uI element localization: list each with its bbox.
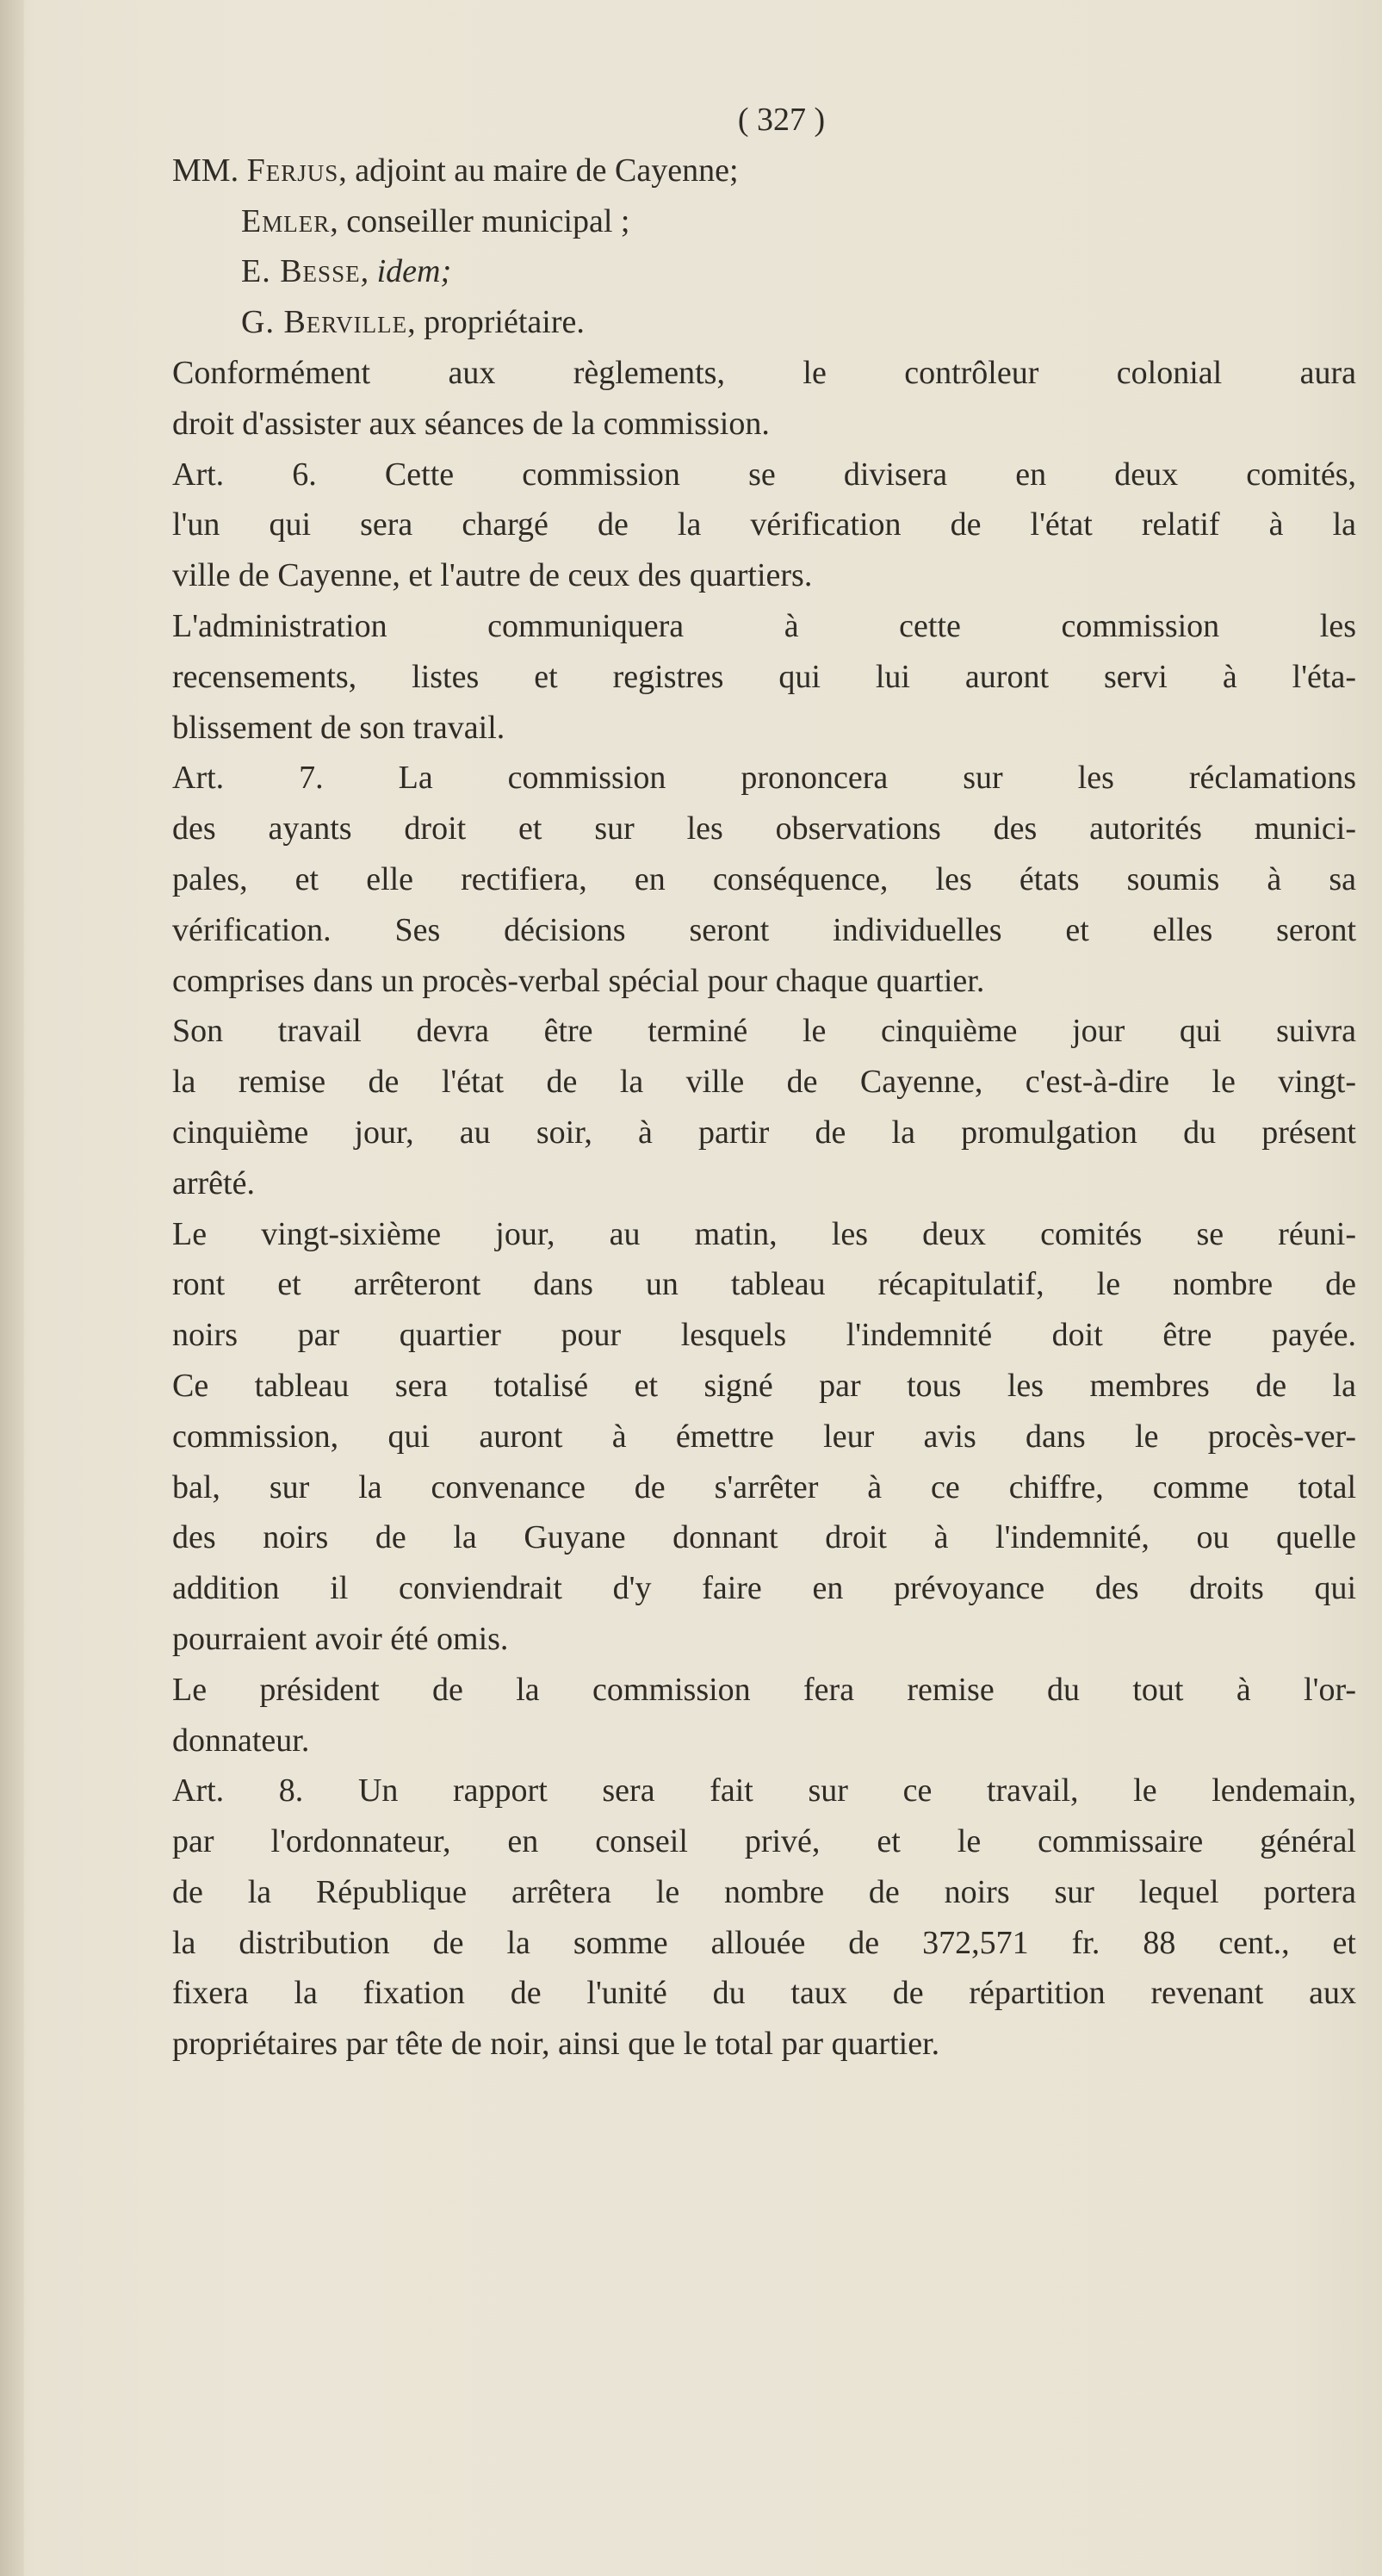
page-number: ( 327 ) xyxy=(737,102,826,138)
members-list xyxy=(172,146,1356,348)
text-line: ront et arrêteront dans un tableau récapitulatif, le nombre de xyxy=(172,1266,1356,1303)
member-name: E. Besse xyxy=(241,253,361,290)
page-gutter xyxy=(0,0,24,2576)
text-line: Art. 7. La commission prononcera sur les réclamations xyxy=(172,760,1356,797)
text-line: recensements, listes et registres qui lui auront servi à l'éta- xyxy=(172,658,1356,695)
member-role: , adjoint au maire de Cayenne; xyxy=(338,152,739,189)
text-line: Ce tableau sera totalisé et signé par tous les membres de la xyxy=(172,1367,1356,1404)
text-line: Art. 8. Un rapport sera fait sur ce travail, le lendemain, xyxy=(172,1772,1356,1809)
member-role: , propriétaire. xyxy=(407,304,585,341)
paragraph xyxy=(172,753,1356,1006)
member-line xyxy=(172,196,1356,247)
paragraph xyxy=(172,1006,1356,1208)
text-line: la remise de l'état de la ville de Cayenne, c'est-à-dire le vingt- xyxy=(172,1064,1356,1101)
text-line: de la République arrêtera le nombre de noirs sur lequel portera xyxy=(172,1873,1356,1910)
text-line: des noirs de la Guyane donnant droit à l'indemnité, ou quelle xyxy=(172,1519,1356,1556)
member-line xyxy=(172,246,1356,297)
text-line: Art. 6. Cette commission se divisera en deux comités, xyxy=(172,456,1356,493)
member-name: Emler xyxy=(241,202,331,239)
paragraph xyxy=(172,1766,1356,2070)
member-role: , idem; xyxy=(360,253,452,290)
page-text xyxy=(172,95,1356,2070)
text-line: noirs par quartier pour lesquels l'indemnité doit être payée. xyxy=(172,1317,1356,1354)
member-line xyxy=(172,297,1356,348)
paragraph xyxy=(172,1209,1356,1665)
member-prefix: MM. xyxy=(172,152,239,189)
text-line: Son travail devra être terminé le cinquième jour qui suivra xyxy=(172,1013,1356,1050)
text-line: blissement de son travail. xyxy=(172,709,505,746)
text-line: pourraient avoir été omis. xyxy=(172,1620,509,1657)
paragraph xyxy=(172,601,1356,753)
text-line: Le président de la commission fera remise du tout à l'or- xyxy=(172,1671,1356,1708)
text-line: ville de Cayenne, et l'autre de ceux des quartiers. xyxy=(172,557,813,594)
text-line: pales, et elle rectifiera, en conséquence, les états soumis à sa xyxy=(172,860,1356,897)
text-line: fixera la fixation de l'unité du taux de répartition revenant aux xyxy=(172,1975,1356,2012)
member-role: , conseiller municipal ; xyxy=(330,202,630,239)
member-name: Ferjus xyxy=(246,152,339,189)
paragraph xyxy=(172,348,1356,450)
body-paragraphs xyxy=(172,348,1356,2070)
text-line: donnateur. xyxy=(172,1722,310,1759)
text-line: bal, sur la convenance de s'arrêter à ce chiffre, comme total xyxy=(172,1468,1356,1505)
text-line: des ayants droit et sur les observations des autorités munici- xyxy=(172,810,1356,847)
paragraph xyxy=(172,450,1356,601)
text-line: addition il conviendrait d'y faire en prévoyance des droits qui xyxy=(172,1570,1356,1607)
paragraph xyxy=(172,1665,1356,1766)
text-line: L'administration communiquera à cette commission les xyxy=(172,607,1356,644)
text-line: commission, qui auront à émettre leur avis dans le procès-ver- xyxy=(172,1418,1356,1455)
text-line: la distribution de la somme allouée de 372,571 fr. 88 cent., et xyxy=(172,1924,1356,1961)
text-line: arrêté. xyxy=(172,1164,255,1201)
text-line: comprises dans un procès-verbal spécial pour chaque quartier. xyxy=(172,962,985,999)
text-line: par l'ordonnateur, en conseil privé, et le commissaire général xyxy=(172,1823,1356,1860)
text-line: Conformément aux règlements, le contrôleur colonial aura xyxy=(172,354,1356,391)
text-line: Le vingt-sixième jour, au matin, les deux comités se réuni- xyxy=(172,1215,1356,1252)
text-line: cinquième jour, au soir, à partir de la promulgation du présent xyxy=(172,1114,1356,1151)
text-line: propriétaires par tête de noir, ainsi que le total par quartier. xyxy=(172,2026,940,2063)
member-line xyxy=(172,146,1356,196)
text-line: vérification. Ses décisions seront individuelles et elles seront xyxy=(172,911,1356,948)
text-line: l'un qui sera chargé de la vérification de l'état relatif à la xyxy=(172,506,1356,543)
member-name: G. Berville xyxy=(241,304,408,341)
text-line: droit d'assister aux séances de la commission. xyxy=(172,405,770,442)
